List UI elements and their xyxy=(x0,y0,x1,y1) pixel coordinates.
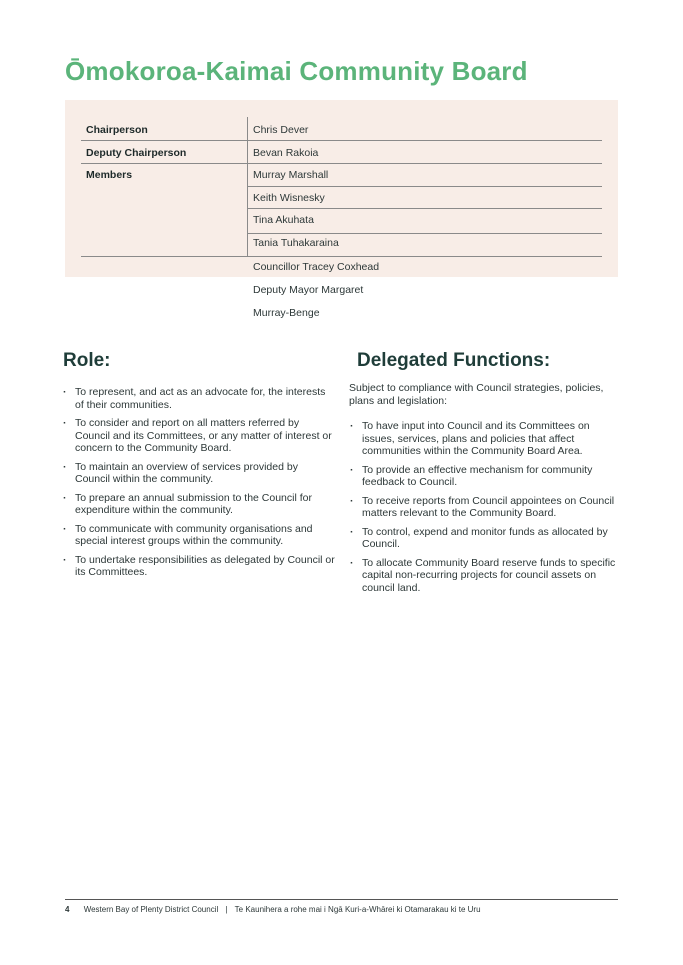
board-members-panel xyxy=(65,100,618,277)
list-item: · To provide an effective mechanism for community feedback to Council. xyxy=(350,464,616,489)
page-number: 4 xyxy=(65,905,70,914)
member-name: Deputy Mayor Margaret xyxy=(253,284,364,296)
list-item: · To receive reports from Council appointees on Council matters relevant to the Community Board. xyxy=(350,495,616,520)
footer-separator: | xyxy=(225,905,228,914)
list-item: · To represent, and act as an advocate for, the interests of their communities. xyxy=(63,386,335,411)
role-heading: Role: xyxy=(63,350,111,371)
list-item: · To communicate with community organisations and special interest groups within the community. xyxy=(63,523,335,548)
member-name: Councillor Tracey Coxhead xyxy=(253,261,380,273)
member-name: Murray-Benge xyxy=(253,307,320,319)
role-list xyxy=(63,386,335,585)
list-item: · To consider and report on all matters referred by Council and its Committees, or any matter of interest or concern to the Community Board. xyxy=(63,417,335,455)
member-name: Tania Tuhakaraina xyxy=(253,237,339,249)
row-divider xyxy=(81,163,602,164)
row-divider xyxy=(81,256,602,257)
list-item: · To have input into Council and its Committees on issues, services, plans and policies that affect communities within the Community Board Area. xyxy=(350,420,616,458)
page-footer xyxy=(65,905,481,914)
list-item: · To prepare an annual submission to the Council for expenditure within the community. xyxy=(63,492,335,517)
chairperson-value: Chris Dever xyxy=(253,124,309,136)
deputy-chairperson-label: Deputy Chairperson xyxy=(86,147,187,159)
delegated-functions-heading: Delegated Functions: xyxy=(357,350,551,371)
delegated-functions-list xyxy=(350,420,616,600)
member-name: Murray Marshall xyxy=(253,169,329,181)
member-name: Keith Wisnesky xyxy=(253,192,325,204)
footer-org-name-maori: Te Kaunihera a rohe mai i Ngā Kuri-a-Whārei ki Otamarakau ki te Uru xyxy=(234,905,481,914)
list-item: · To undertake responsibilities as delegated by Council or its Committees. xyxy=(63,554,335,579)
delegated-functions-intro: Subject to compliance with Council strategies, policies, plans and legislation: xyxy=(349,382,604,407)
row-divider xyxy=(248,186,602,187)
footer-divider xyxy=(65,899,618,900)
members-label: Members xyxy=(86,169,133,181)
list-item: · To maintain an overview of services provided by Council within the community. xyxy=(63,461,335,486)
row-divider xyxy=(81,140,602,141)
chairperson-label: Chairperson xyxy=(86,124,148,136)
row-divider xyxy=(248,233,602,234)
row-divider xyxy=(248,208,602,209)
deputy-chairperson-value: Bevan Rakoia xyxy=(253,147,319,159)
list-item: · To allocate Community Board reserve funds to specific capital non-recurring projects for council assets on council land. xyxy=(350,557,616,595)
footer-org-name: Western Bay of Plenty District Council xyxy=(83,905,219,914)
list-item: · To control, expend and monitor funds as allocated by Council. xyxy=(350,526,616,551)
member-name: Tina Akuhata xyxy=(253,214,314,226)
page-title: Ōmokoroa-Kaimai Community Board xyxy=(65,56,528,86)
